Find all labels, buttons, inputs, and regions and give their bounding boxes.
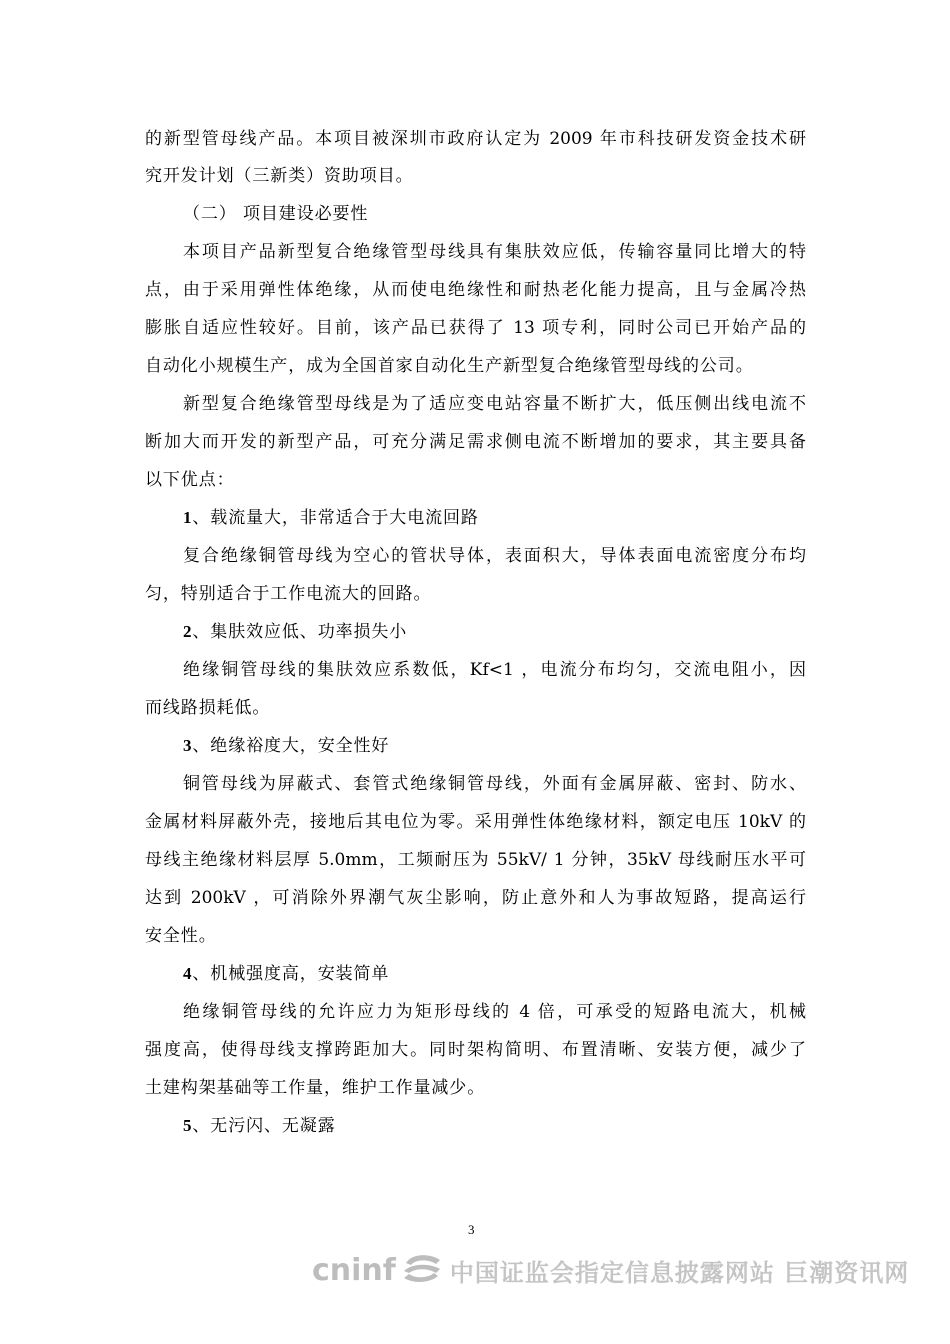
paragraph-line: 新型复合绝缘管型母线是为了适应变电站容量不断扩大，低压侧出线电流不 bbox=[183, 394, 806, 414]
heading-number: 3 bbox=[183, 736, 193, 755]
advantage-heading-2 bbox=[183, 620, 407, 644]
paragraph-line: 母线主绝缘材料层厚 5.0mm，工频耐压为 55kV/ 1 分钟，35kV 母线耐压水平可 bbox=[145, 850, 806, 870]
page-number: 3 bbox=[468, 1222, 475, 1237]
paragraph-line: 点，由于采用弹性体绝缘，从而使电绝缘性和耐热老化能力提高，且与金属冷热 bbox=[145, 280, 806, 300]
paragraph-line: 土建构架基础等工作量，维护工作量减少。 bbox=[145, 1078, 486, 1098]
paragraph-line: 绝缘铜管母线的允许应力为矩形母线的 4 倍，可承受的短路电流大，机械 bbox=[183, 1002, 806, 1022]
footer-watermark bbox=[312, 1250, 909, 1290]
paragraph-line: 匀，特别适合于工作电流大的回路。 bbox=[145, 584, 432, 604]
paragraph-line: 本项目产品新型复合绝缘管型母线具有集肤效应低，传输容量同比增大的特 bbox=[183, 242, 806, 262]
heading-text: 、无污闪、无凝露 bbox=[192, 1116, 336, 1136]
footer-slogan: 中国证监会指定信息披露网站 巨潮资讯网 bbox=[449, 1258, 910, 1287]
paragraph-line: 的新型管母线产品。本项目被深圳市政府认定为 2009 年市科技研发资金技术研 bbox=[145, 129, 806, 149]
paragraph-line: 断加大而开发的新型产品，可充分满足需求侧电流不断增加的要求，其主要具备 bbox=[145, 432, 806, 452]
paragraph-line: 究开发计划（三新类）资助项目。 bbox=[145, 166, 414, 186]
advantage-heading-1 bbox=[183, 506, 479, 530]
paragraph-line: 自动化小规模生产，成为全国首家自动化生产新型复合绝缘管型母线的公司。 bbox=[145, 356, 754, 376]
paragraph-line: 达到 200kV ，可消除外界潮气灰尘影响，防止意外和人为事故短路，提高运行 bbox=[145, 888, 806, 908]
heading-text: 、机械强度高，安装简单 bbox=[192, 964, 390, 984]
heading-number: 4 bbox=[183, 964, 193, 983]
heading-number: 5 bbox=[183, 1116, 193, 1135]
paragraph-line: 复合绝缘铜管母线为空心的管状导体，表面积大，导体表面电流密度分布均 bbox=[183, 546, 806, 566]
heading-number: 1 bbox=[183, 508, 193, 527]
paragraph-line: 安全性。 bbox=[145, 926, 217, 946]
paragraph-line: 铜管母线为屏蔽式、套管式绝缘铜管母线，外面有金属屏蔽、密封、防水、 bbox=[183, 774, 806, 794]
section-heading: （二） 项目建设必要性 bbox=[183, 204, 369, 224]
paragraph-line: 绝缘铜管母线的集肤效应系数低，Kf<1 ，电流分布均匀，交流电阻小，因 bbox=[183, 660, 806, 680]
heading-number: 2 bbox=[183, 622, 193, 641]
paragraph-line: 强度高，使得母线支撑跨距加大。同时架构简明、布置清晰、安装方便，减少了 bbox=[145, 1040, 806, 1060]
heading-text: 、绝缘裕度大，安全性好 bbox=[192, 736, 390, 756]
advantage-heading-5 bbox=[183, 1114, 336, 1138]
paragraph-line: 金属材料屏蔽外壳，接地后其电位为零。采用弹性体绝缘材料，额定电压 10kV 的 bbox=[145, 812, 806, 832]
cninf-logo-text: cninf bbox=[312, 1252, 396, 1288]
cninf-swirl-logo-icon bbox=[400, 1251, 444, 1289]
advantage-heading-3 bbox=[183, 734, 389, 758]
heading-text: 、集肤效应低、功率损失小 bbox=[192, 622, 408, 642]
paragraph-line: 而线路损耗低。 bbox=[145, 698, 271, 718]
paragraph-line: 以下优点： bbox=[145, 470, 235, 490]
advantage-heading-4 bbox=[183, 962, 389, 986]
paragraph-line: 膨胀自适应性较好。目前，该产品已获得了 13 项专利，同时公司已开始产品的 bbox=[145, 318, 806, 338]
heading-text: 、载流量大，非常适合于大电流回路 bbox=[192, 508, 479, 528]
